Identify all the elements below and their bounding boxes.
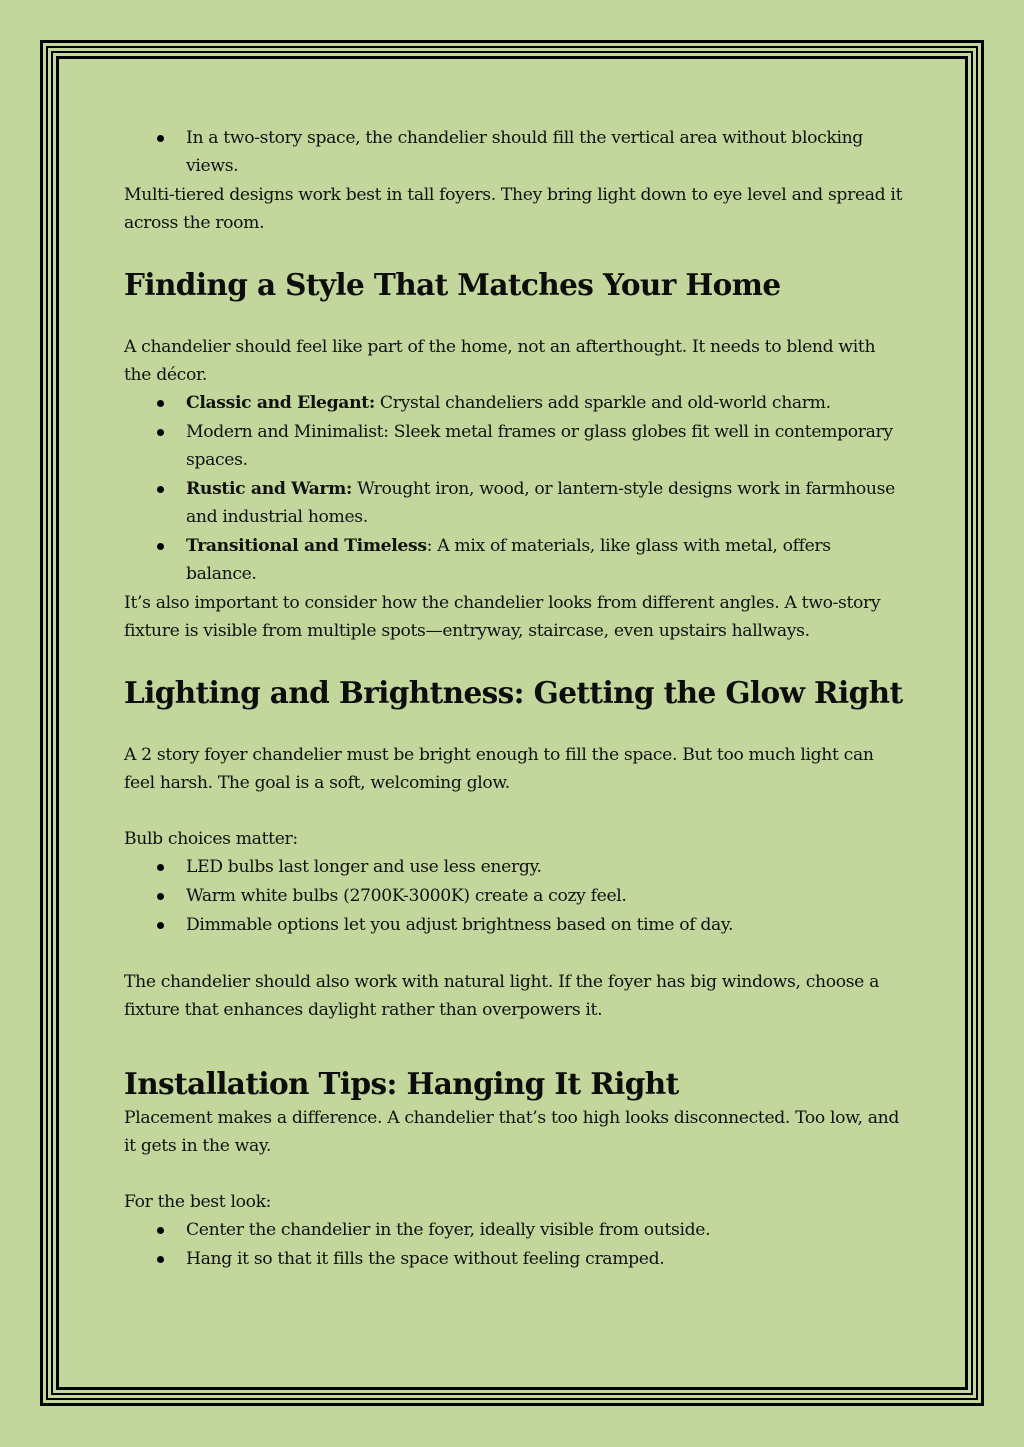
bullet-icon (157, 922, 164, 929)
section-heading: Lighting and Brightness: Getting the Glow Right (124, 675, 903, 710)
list-item: LED bulbs last longer and use less energy. (124, 853, 904, 881)
bullet-list (124, 124, 904, 180)
bullet-icon (157, 429, 164, 436)
list-item: Warm white bulbs (2700K-3000K) create a cozy feel. (124, 882, 904, 910)
list-item: Center the chandelier in the foyer, ideally visible from outside. (124, 1216, 904, 1244)
bullet-icon (157, 1227, 164, 1234)
paragraph: Placement makes a difference. A chandelier that’s too high looks disconnected. Too low, and it gets in the way. (124, 1108, 899, 1156)
bullet-list (124, 389, 904, 588)
bullet-icon (157, 1256, 164, 1263)
bullet-icon (157, 864, 164, 871)
list-item: Modern and Minimalist: Sleek metal frames or glass globes fit well in contemporary spaces. (124, 418, 904, 474)
paragraph: Multi-tiered designs work best in tall foyers. They bring light down to eye level and spread it across the room. (124, 185, 903, 233)
paragraph: The chandelier should also work with natural light. If the foyer has big windows, choose a fixture that enhances daylight rather than overpowers it. (124, 972, 880, 1020)
list-item: Transitional and Timeless: A mix of materials, like glass with metal, offers balance. (124, 532, 904, 588)
paragraph: A 2 story foyer chandelier must be bright enough to fill the space. But too much light can feel harsh. The goal is a soft, welcoming glow. (124, 745, 874, 793)
list-item-label: Rustic and Warm: (186, 479, 352, 499)
list-item: Classic and Elegant: Crystal chandeliers add sparkle and old-world charm. (124, 389, 904, 417)
list-item-label: Classic and Elegant: (186, 393, 375, 413)
list-item: Dimmable options let you adjust brightness based on time of day. (124, 911, 904, 939)
list-item: Rustic and Warm: Wrought iron, wood, or lantern-style designs work in farmhouse and industrial homes. (124, 475, 904, 531)
document-body (124, 124, 904, 1274)
bullet-icon (157, 893, 164, 900)
bullet-list (124, 1216, 904, 1273)
paragraph: Bulb choices matter: (124, 829, 298, 849)
section-heading: Finding a Style That Matches Your Home (124, 267, 781, 302)
paragraph: A chandelier should feel like part of the home, not an afterthought. It needs to blend with the décor. (124, 337, 876, 385)
bullet-list (124, 853, 904, 939)
section-heading: Installation Tips: Hanging It Right (124, 1066, 679, 1101)
list-item: In a two-story space, the chandelier should fill the vertical area without blocking views. (124, 124, 904, 180)
bullet-icon (157, 543, 164, 550)
list-item-label: Transitional and Timeless (186, 536, 427, 556)
bullet-icon (157, 486, 164, 493)
bullet-icon (157, 400, 164, 407)
bullet-icon (157, 135, 164, 142)
paragraph: For the best look: (124, 1192, 272, 1212)
paragraph: It’s also important to consider how the chandelier looks from different angles. A two-story fixture is visible from multiple spots—entryway, staircase, even upstairs hallways. (124, 593, 881, 641)
list-item: Hang it so that it fills the space without feeling cramped. (124, 1245, 904, 1273)
